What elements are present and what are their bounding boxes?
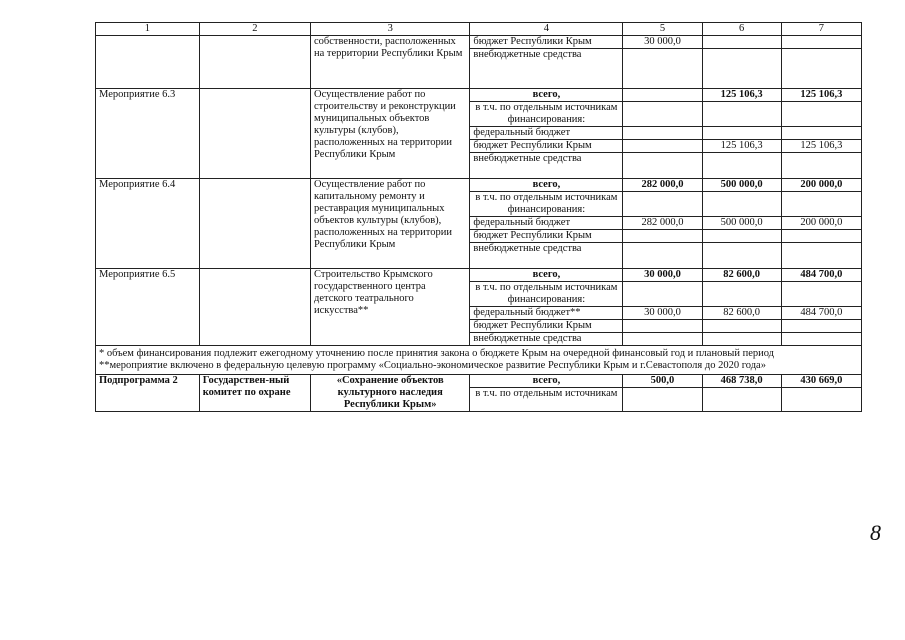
value-cell: 82 600,0 (702, 307, 781, 320)
total-label: всего, (470, 179, 623, 192)
value-cell: 282 000,0 (623, 217, 702, 230)
executor-cell (199, 36, 310, 89)
funding-source: федеральный бюджет (470, 217, 623, 230)
column-number-row (96, 23, 862, 36)
value-cell (781, 320, 861, 333)
value-cell: 500 000,0 (702, 179, 781, 192)
value-cell (781, 388, 861, 412)
value-cell (623, 333, 702, 346)
funding-source: бюджет Республики Крым (470, 140, 623, 153)
value-cell (623, 192, 702, 217)
footnote-1: * объем финансирования подлежит ежегодному уточнению после принятия закона о бюджете Крым на очередной финансовый год и плановый период (99, 348, 775, 359)
activity-name-cell: Мероприятие 6.3 (96, 89, 200, 179)
funding-source: внебюджетные средства (470, 153, 623, 179)
value-cell: 125 106,3 (781, 140, 861, 153)
value-cell: 125 106,3 (702, 140, 781, 153)
value-cell (781, 230, 861, 243)
page-number: 8 (870, 520, 881, 545)
col-header: 1 (96, 23, 200, 36)
funding-source: внебюджетные средства (470, 49, 623, 89)
value-cell: 484 700,0 (781, 307, 861, 320)
value-cell (781, 153, 861, 179)
value-cell (781, 36, 861, 49)
value-cell (781, 192, 861, 217)
executor-cell (199, 89, 310, 179)
value-cell: 468 738,0 (702, 375, 781, 388)
table-row (96, 89, 862, 102)
value-cell: 125 106,3 (781, 89, 861, 102)
value-cell: 30 000,0 (623, 36, 702, 49)
col-header: 2 (199, 23, 310, 36)
value-cell: 30 000,0 (623, 269, 702, 282)
funding-source: бюджет Республики Крым (470, 320, 623, 333)
including-label: в т.ч. по отдельным источникам финансирования: (470, 192, 623, 217)
value-cell (623, 49, 702, 89)
total-label: всего, (470, 269, 623, 282)
value-cell (781, 333, 861, 346)
executor-cell (199, 269, 310, 346)
value-cell (623, 282, 702, 307)
table-row (96, 36, 862, 49)
activity-name-cell: Мероприятие 6.5 (96, 269, 200, 346)
total-label: всего, (470, 89, 623, 102)
value-cell: 200 000,0 (781, 217, 861, 230)
value-cell (623, 127, 702, 140)
including-label: в т.ч. по отдельным источникам (470, 388, 623, 412)
funding-source: внебюджетные средства (470, 243, 623, 269)
total-label: всего, (470, 375, 623, 388)
value-cell: 500,0 (623, 375, 702, 388)
value-cell (702, 49, 781, 89)
footnotes (96, 346, 862, 375)
funding-source: федеральный бюджет (470, 127, 623, 140)
value-cell (623, 140, 702, 153)
value-cell (702, 320, 781, 333)
value-cell (702, 102, 781, 127)
funding-source: бюджет Республики Крым (470, 230, 623, 243)
subprogram-description: «Сохранение объектов культурного наследия Республики Крым» (311, 375, 470, 412)
table-row (96, 269, 862, 282)
col-header: 3 (311, 23, 470, 36)
including-label: в т.ч. по отдельным источникам финансирования: (470, 102, 623, 127)
value-cell (702, 127, 781, 140)
value-cell (623, 153, 702, 179)
value-cell (702, 243, 781, 269)
value-cell: 200 000,0 (781, 179, 861, 192)
table-row (96, 375, 862, 388)
value-cell (781, 102, 861, 127)
value-cell (623, 243, 702, 269)
funding-source: внебюджетные средства (470, 333, 623, 346)
value-cell (702, 230, 781, 243)
footnote-row (96, 346, 862, 375)
activity-description: собственности, расположенных на территории Республики Крым (311, 36, 470, 89)
budget-table (95, 22, 862, 412)
activity-description: Осуществление работ по строительству и реконструкции муниципальных объектов культуры (клубов), расположенных на территории Республики Крым (311, 89, 470, 179)
value-cell (702, 36, 781, 49)
table-row (96, 179, 862, 192)
value-cell (702, 333, 781, 346)
value-cell: 30 000,0 (623, 307, 702, 320)
value-cell (781, 282, 861, 307)
value-cell: 484 700,0 (781, 269, 861, 282)
value-cell: 282 000,0 (623, 179, 702, 192)
value-cell (781, 243, 861, 269)
value-cell (702, 153, 781, 179)
activity-name-cell: Мероприятие 6.4 (96, 179, 200, 269)
value-cell (702, 192, 781, 217)
footnote-2: **мероприятие включено в федеральную целевую программу «Социально-экономическое развитие Республики Крым и г.Севастополя до 2020 года» (99, 360, 766, 371)
value-cell (623, 388, 702, 412)
value-cell (623, 102, 702, 127)
value-cell: 500 000,0 (702, 217, 781, 230)
executor-cell: Государствен-ный комитет по охране (199, 375, 310, 412)
funding-source: бюджет Республики Крым (470, 36, 623, 49)
funding-source: федеральный бюджет** (470, 307, 623, 320)
value-cell: 430 669,0 (781, 375, 861, 388)
subprogram-name: Подпрограмма 2 (96, 375, 200, 412)
activity-name-cell (96, 36, 200, 89)
value-cell (623, 89, 702, 102)
value-cell (781, 49, 861, 89)
value-cell (702, 388, 781, 412)
executor-cell (199, 179, 310, 269)
value-cell (781, 127, 861, 140)
activity-description: Осуществление работ по капитальному ремонту и реставрация муниципальных объектов культуры (клубов), расположенных на территории Республики Крым (311, 179, 470, 269)
value-cell: 82 600,0 (702, 269, 781, 282)
col-header: 6 (702, 23, 781, 36)
including-label: в т.ч. по отдельным источникам финансирования: (470, 282, 623, 307)
activity-description: Строительство Крымского государственного центра детского театрального искусства** (311, 269, 470, 346)
col-header: 7 (781, 23, 861, 36)
value-cell: 125 106,3 (702, 89, 781, 102)
value-cell (623, 230, 702, 243)
col-header: 5 (623, 23, 702, 36)
col-header: 4 (470, 23, 623, 36)
value-cell (623, 320, 702, 333)
value-cell (702, 282, 781, 307)
